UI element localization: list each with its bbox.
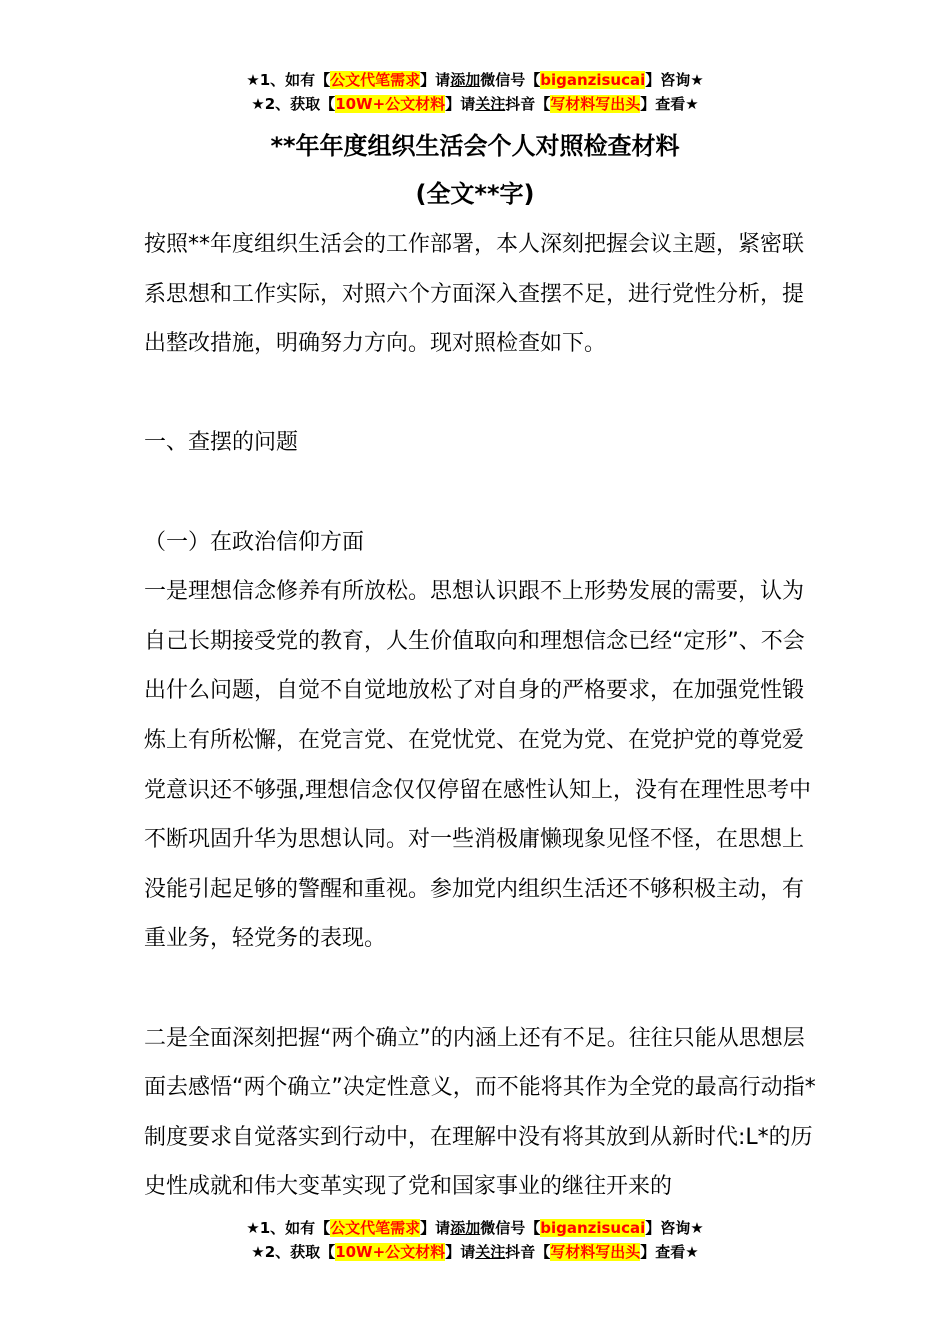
- douyin-account-highlight: 写材料写出头: [550, 95, 641, 113]
- banner-text: 抖音【: [505, 1243, 551, 1261]
- douyin-account-highlight: 写材料写出头: [550, 1243, 641, 1261]
- wechat-id-highlight: biganzisucai: [540, 1219, 646, 1237]
- highlight-service: 公文代笔需求: [330, 1219, 421, 1237]
- banner-text: 】咨询★: [645, 1219, 704, 1237]
- footer-banner: [0, 1216, 950, 1264]
- banner-emphasis: 关注: [475, 1243, 506, 1261]
- banner-text: 抖音【: [505, 95, 551, 113]
- document-body: [144, 220, 824, 1212]
- highlight-materials: 10W+公文材料: [335, 1243, 446, 1261]
- header-banner: [0, 68, 950, 116]
- banner-line-1: [0, 1216, 950, 1240]
- subsection-heading: （一）在政治信仰方面: [144, 529, 365, 555]
- banner-text: 微信号【: [480, 1219, 541, 1237]
- banner-line-1: [0, 68, 950, 92]
- body-paragraph: 二是全面深刻把握“两个确立”的内涵上还有不足。往往只能从思想层面去感悟“两个确立”决定性意义，而不能将其作为全党的最高行动指*制度要求自觉落实到行动中，在理解中没有将其放到从新时代:L*的历史性成就和伟大变革实现了党和国家事业的继往开来的: [144, 1025, 816, 1200]
- banner-text: 】请: [445, 1243, 476, 1261]
- banner-text: ★1、如有【: [246, 1219, 331, 1237]
- spacer: [144, 964, 824, 1014]
- banner-text: 】请: [420, 71, 451, 89]
- banner-text: ★2、获取【: [251, 95, 336, 113]
- banner-text: 】咨询★: [645, 71, 704, 89]
- document-subtitle: (全文**字): [415, 180, 535, 208]
- banner-text: 】请: [420, 1219, 451, 1237]
- banner-emphasis: 添加: [450, 1219, 481, 1237]
- banner-text: ★2、获取【: [251, 1243, 336, 1261]
- banner-text: ★1、如有【: [246, 71, 331, 89]
- spacer: [144, 369, 824, 419]
- banner-emphasis: 关注: [475, 95, 506, 113]
- intro-paragraph: 按照**年度组织生活会的工作部署，本人深刻把握会议主题，紧密联系思想和工作实际，对照六个方面深入查摆不足，进行党性分析，提出整改措施，明确努力方向。现对照检查如下。: [144, 232, 805, 357]
- highlight-service: 公文代笔需求: [330, 71, 421, 89]
- body-paragraph: 一是理想信念修养有所放松。思想认识跟不上形势发展的需要，认为自己长期接受党的教育，人生价值取向和理想信念已经“定形”、不会出什么问题，自觉不自觉地放松了对自身的严格要求，在加强党性锻炼上有所松懈，在党言党、在党忧党、在党为党、在党护党的尊党爱党意识还不够强,理想信念仅仅停留在感性认知上，没有在理性思考中不断巩固升华为思想认同。对一些消极庸懒现象见怪不怪，在思想上没能引起足够的警醒和重视。参加党内组织生活还不够积极主动，有重业务，轻党务的表现。: [144, 579, 811, 952]
- spacer: [144, 468, 824, 518]
- banner-line-2: [0, 92, 950, 116]
- banner-text: 】查看★: [640, 1243, 699, 1261]
- banner-text: 】查看★: [640, 95, 699, 113]
- document-title: **年年度组织生活会个人对照检查材料: [270, 132, 680, 160]
- wechat-id-highlight: biganzisucai: [540, 71, 646, 89]
- highlight-materials: 10W+公文材料: [335, 95, 446, 113]
- banner-line-2: [0, 1240, 950, 1264]
- banner-emphasis: 添加: [450, 71, 481, 89]
- section-heading: 一、查摆的问题: [144, 430, 299, 456]
- banner-text: 微信号【: [480, 71, 541, 89]
- banner-text: 】请: [445, 95, 476, 113]
